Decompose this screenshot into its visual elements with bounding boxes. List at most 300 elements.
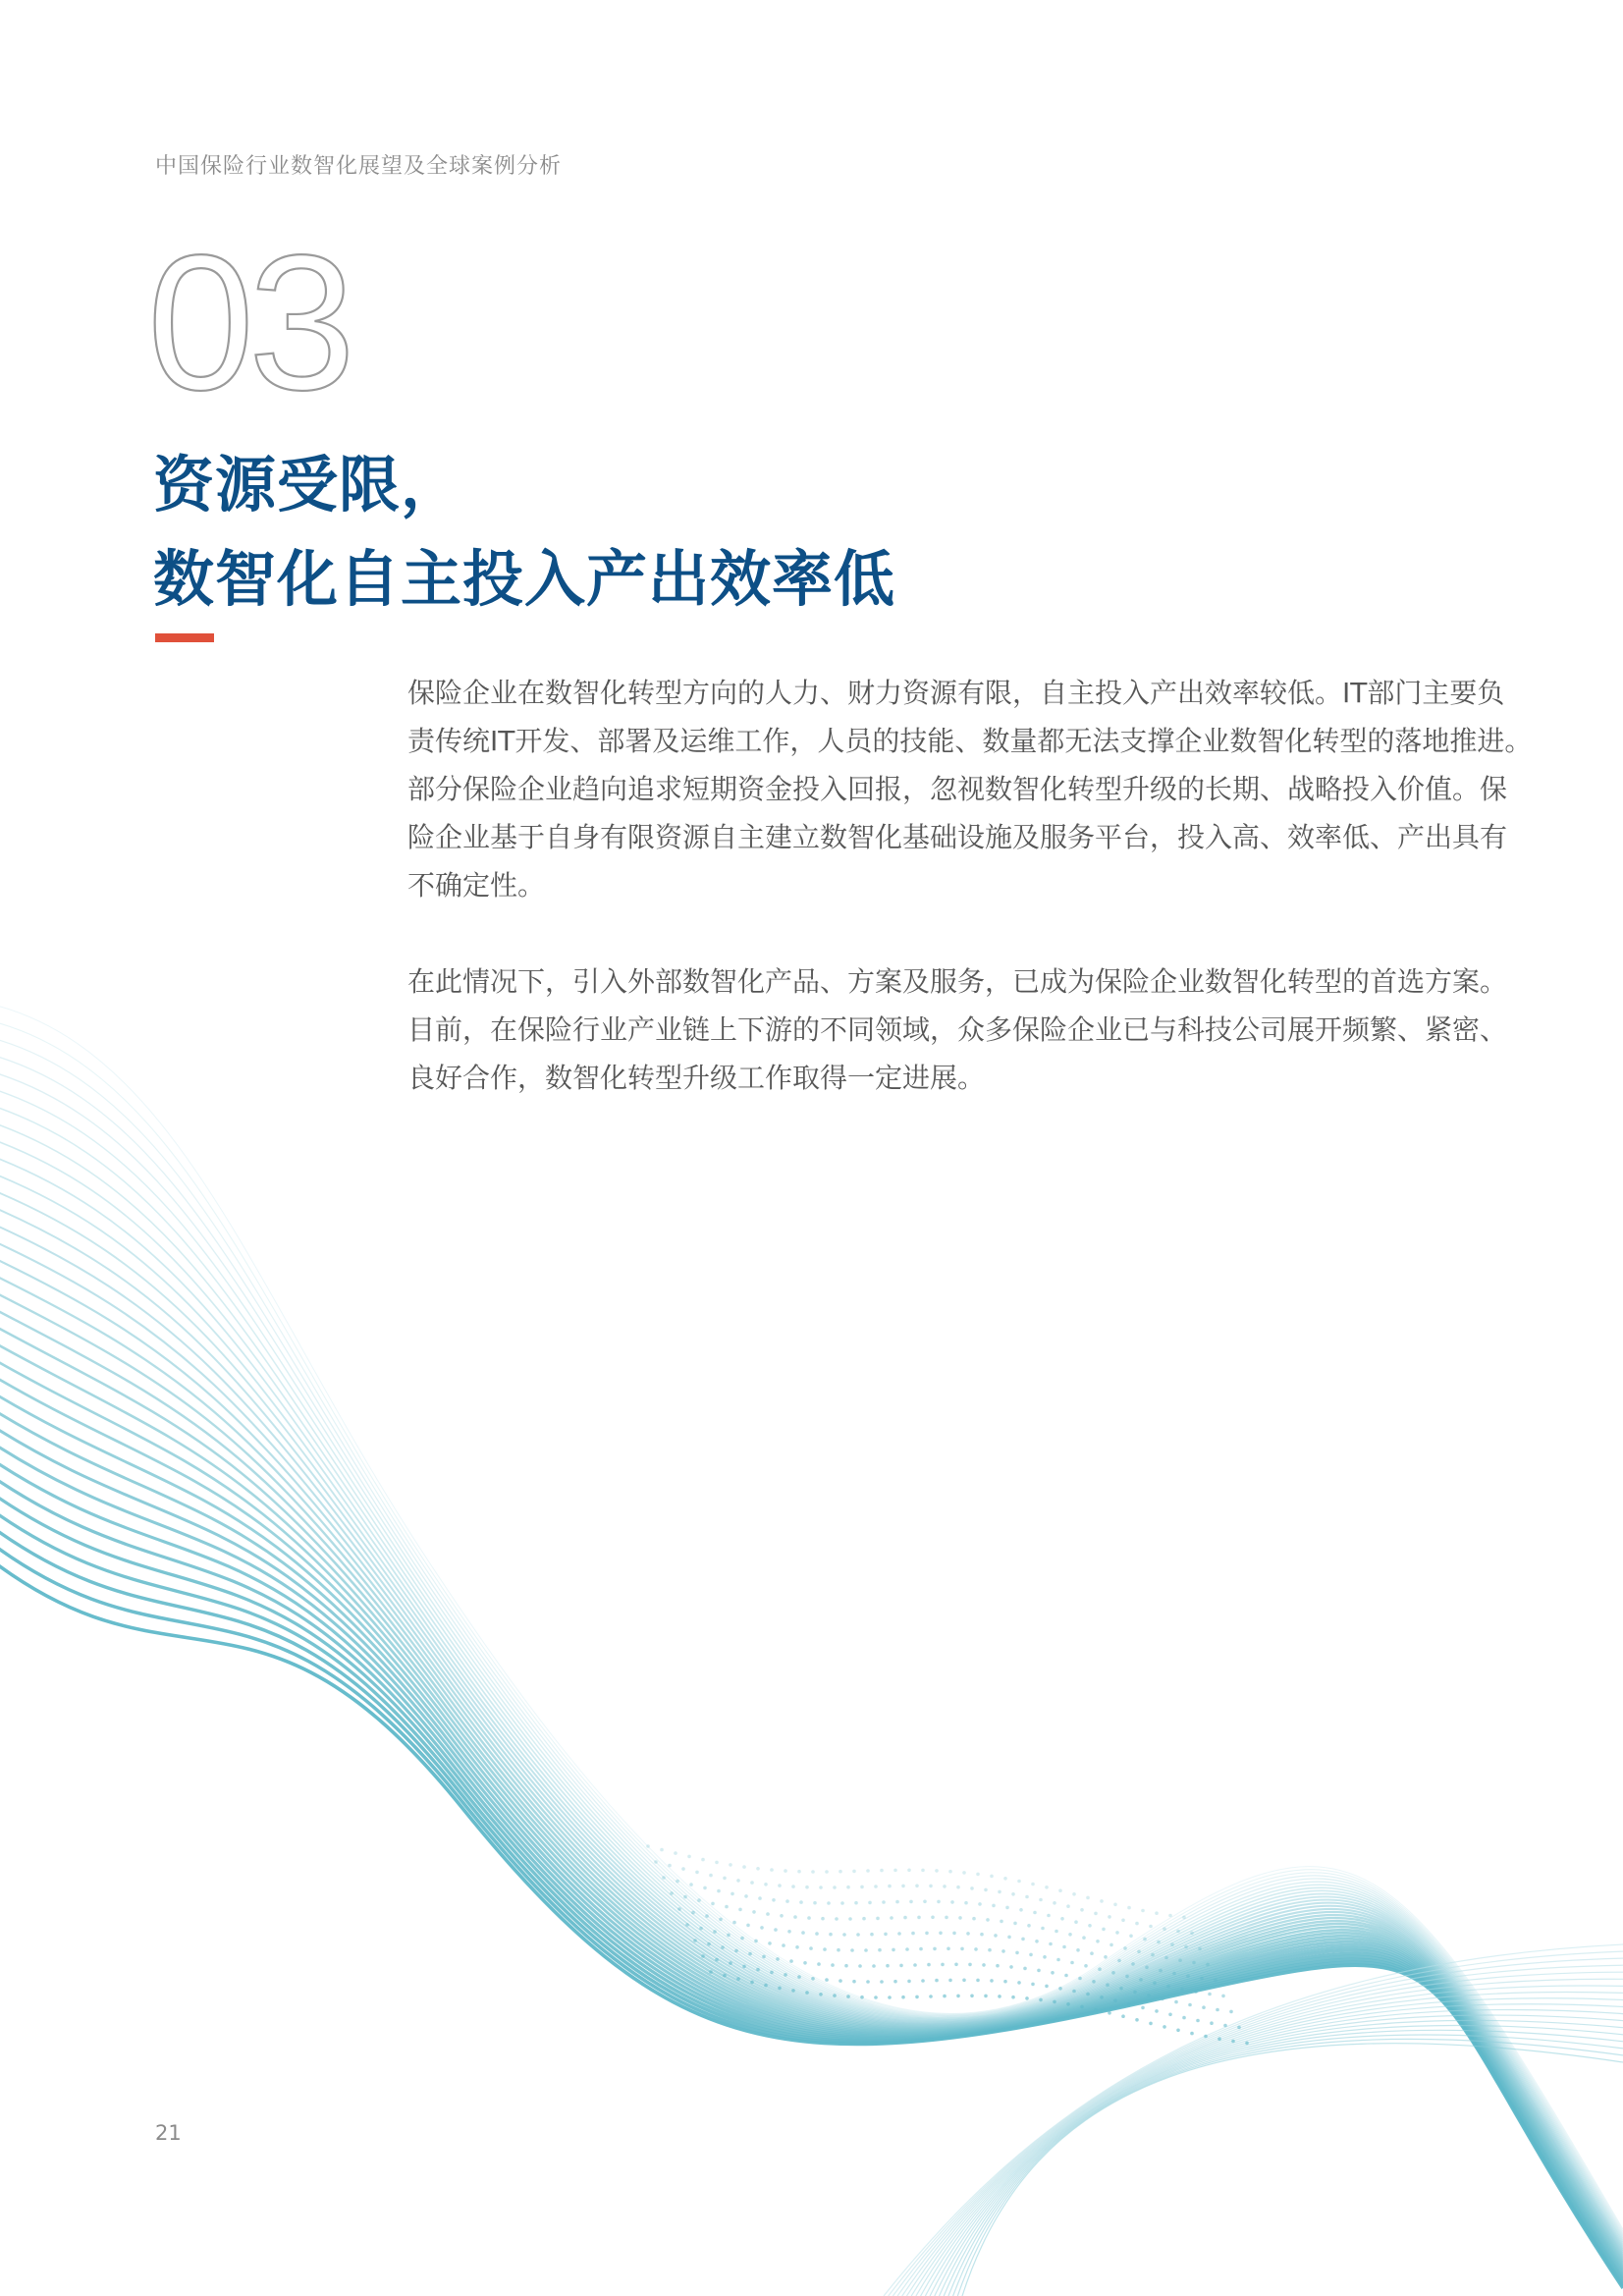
wave-dot xyxy=(935,1869,939,1873)
wave-dot xyxy=(729,1961,732,1965)
wave-dot xyxy=(697,1898,701,1902)
wave-dot xyxy=(1111,1971,1115,1975)
wave-dot xyxy=(1113,1998,1117,2002)
wave-dot xyxy=(929,1885,933,1888)
wave-dot xyxy=(805,1886,809,1889)
wave-dot xyxy=(937,1900,941,1904)
wave-dot xyxy=(1113,1903,1117,1907)
wave-dot xyxy=(1045,1886,1049,1889)
wave-dot xyxy=(1058,1888,1062,1892)
wave-dot xyxy=(893,1869,897,1873)
wave-line xyxy=(0,1302,1623,2262)
wave-dot xyxy=(1009,1965,1013,1969)
wave-dot xyxy=(815,1932,819,1936)
wave-dot xyxy=(1100,1995,1104,1999)
wave-dot xyxy=(1049,1942,1053,1946)
wave-dot xyxy=(852,1980,856,1984)
wave-dot xyxy=(880,1869,884,1873)
wave-dot xyxy=(901,1885,905,1888)
wave-dot xyxy=(874,1995,878,1999)
wave-dot xyxy=(1214,1979,1217,1983)
wave-dot xyxy=(842,1933,846,1937)
wave-dot xyxy=(852,1870,856,1874)
wave-dot xyxy=(964,1901,968,1905)
wave-line xyxy=(0,1518,1623,2284)
wave-dot xyxy=(1168,1914,1172,1918)
wave-dot xyxy=(1174,2000,1178,2004)
wave-dot xyxy=(681,1867,685,1871)
wave-line xyxy=(0,1552,1623,2288)
wave-dot xyxy=(1108,2011,1111,2015)
wave-dot xyxy=(1003,1980,1007,1984)
wave-dot xyxy=(864,1948,868,1952)
wave-dot xyxy=(721,1945,725,1949)
wave-dot xyxy=(1133,1991,1137,1995)
wave-dot xyxy=(941,1963,945,1967)
wave-dot xyxy=(1037,1969,1041,1973)
wave-line xyxy=(0,1202,1623,2251)
wave-dot xyxy=(693,1939,697,1942)
wave-dot xyxy=(862,1917,866,1921)
wave-dot xyxy=(860,1886,864,1889)
wave-dot xyxy=(901,1995,905,1999)
wave-dot xyxy=(897,1932,901,1936)
wave-dot xyxy=(962,1871,966,1875)
body-paragraph-1 xyxy=(407,669,1533,909)
wave-dot xyxy=(1001,1949,1005,1953)
wave-line xyxy=(893,1958,1623,2296)
wave-dot xyxy=(1125,1975,1129,1979)
wave-dot xyxy=(754,1940,758,1943)
wave-dot xyxy=(1172,1972,1176,1976)
wave-dot xyxy=(1027,1924,1031,1928)
wave-dot xyxy=(1066,1904,1070,1908)
wave-dot xyxy=(990,1979,994,1983)
wave-dot xyxy=(752,1910,756,1914)
wave-dot xyxy=(801,1931,805,1935)
wave-dot xyxy=(1060,1917,1064,1921)
wave-line xyxy=(948,2030,1623,2296)
wave-dot xyxy=(793,1915,797,1919)
wave-dot xyxy=(1068,1933,1072,1937)
wave-line xyxy=(0,1018,1623,2231)
wave-dot xyxy=(813,1901,817,1905)
wave-dot xyxy=(978,1902,982,1906)
wave-dot xyxy=(905,1947,909,1951)
wave-dot xyxy=(913,1963,917,1967)
wave-dot xyxy=(1000,1920,1003,1924)
wave-dot xyxy=(1070,1961,1074,1965)
wave-line xyxy=(944,2025,1623,2296)
wave-dot xyxy=(764,1883,768,1886)
wave-dot xyxy=(1047,1914,1051,1918)
wave-dot xyxy=(948,1979,952,1983)
wave-line xyxy=(884,1944,1623,2296)
wave-dot xyxy=(921,1869,925,1873)
wave-line xyxy=(0,1135,1623,2244)
wave-dot xyxy=(1192,1961,1196,1965)
wave-dot xyxy=(948,1870,952,1874)
wave-line xyxy=(0,1535,1623,2286)
wave-dot xyxy=(1145,1966,1149,1970)
wave-dot xyxy=(1094,1912,1098,1916)
wave-dot xyxy=(1157,1941,1161,1944)
wave-dot xyxy=(732,1921,736,1925)
wave-dot xyxy=(776,1957,780,1961)
wave-dot xyxy=(903,1916,907,1920)
wave-dot xyxy=(945,1916,948,1920)
wave-line xyxy=(0,1269,1623,2259)
wave-dot xyxy=(925,1932,929,1936)
wave-dot xyxy=(738,1908,742,1912)
wave-line xyxy=(953,2035,1623,2296)
wave-dot xyxy=(705,1914,709,1918)
wave-dot xyxy=(1021,1938,1025,1941)
wave-dot xyxy=(929,1995,933,1998)
wave-dot xyxy=(766,1912,770,1916)
wave-dot xyxy=(1109,1943,1113,1947)
wave-dot xyxy=(1082,1936,1086,1940)
wave-line xyxy=(930,2010,1623,2296)
wave-dot xyxy=(687,1855,691,1859)
wave-dot xyxy=(1149,2022,1153,2026)
wave-dot xyxy=(1086,1896,1090,1900)
wave-dot xyxy=(676,1880,679,1884)
wave-dot xyxy=(1064,1974,1068,1978)
wave-dot xyxy=(960,1947,964,1951)
wave-dot xyxy=(854,1901,858,1905)
wave-dot xyxy=(1035,1940,1039,1943)
wave-dot xyxy=(683,1895,687,1899)
wave-dot xyxy=(689,1883,693,1886)
wave-dot xyxy=(727,1934,730,1938)
wave-dot xyxy=(742,1965,746,1969)
wave-dot xyxy=(996,1964,1000,1968)
wave-line xyxy=(0,1401,1623,2271)
wave-dot xyxy=(972,1917,976,1921)
wave-dot xyxy=(646,1844,650,1848)
wave-dot xyxy=(823,1947,827,1951)
wave-dot xyxy=(1147,1994,1151,1997)
wave-dot xyxy=(966,1932,970,1936)
wave-dot xyxy=(1131,1962,1135,1966)
wave-dot xyxy=(715,1861,719,1865)
wave-dot xyxy=(699,1927,703,1931)
wave-dot xyxy=(1237,2026,1241,2030)
wave-dot xyxy=(1072,1990,1076,1994)
wave-dot xyxy=(958,1916,962,1920)
wave-dot xyxy=(750,1881,754,1885)
wave-dot xyxy=(1121,2014,1125,2018)
wave-dot xyxy=(952,1932,956,1936)
wave-dot xyxy=(907,1869,911,1873)
wave-dot xyxy=(797,1870,801,1874)
wave-line xyxy=(0,1502,1623,2282)
wave-dot xyxy=(736,1879,740,1883)
wave-dot xyxy=(756,1968,760,1972)
wave-dot xyxy=(811,1870,815,1874)
wave-line xyxy=(0,1351,1623,2267)
wave-dot xyxy=(670,1891,674,1895)
wave-dot xyxy=(888,1885,892,1888)
wave-dot xyxy=(821,1917,825,1921)
wave-dot xyxy=(893,1980,897,1984)
wave-dot xyxy=(907,1980,911,1984)
wave-dot xyxy=(1164,1956,1168,1960)
paragraph-line: 部分保险企业趋向追求短期资金投入回报，忽视数智化转型升级的长期、战略投入价值。保 xyxy=(407,773,1508,805)
wave-dot xyxy=(890,1916,893,1920)
wave-dot xyxy=(789,1959,793,1963)
wave-dot xyxy=(846,1995,850,1998)
wave-dot xyxy=(1143,1938,1147,1941)
wave-dot xyxy=(974,1947,978,1951)
wave-dot xyxy=(791,1885,795,1888)
wave-dot xyxy=(982,1963,986,1967)
wave-dot xyxy=(921,1979,925,1983)
wave-dot xyxy=(1198,1947,1202,1951)
wave-dot xyxy=(785,1899,789,1903)
wave-dot xyxy=(827,1901,831,1905)
wave-dot xyxy=(884,1933,888,1937)
wave-line xyxy=(889,1951,1623,2296)
wave-line xyxy=(916,1992,1623,2296)
wave-dot xyxy=(729,1863,732,1867)
wave-dot xyxy=(992,1904,996,1908)
wave-line xyxy=(907,1979,1623,2296)
wave-dot xyxy=(734,1949,738,1953)
wave-dot xyxy=(709,1970,713,1974)
wave-dot xyxy=(685,1923,689,1927)
wave-dot xyxy=(780,1914,784,1918)
paragraph-line: 良好合作，数智化转型升级工作取得一定进展。 xyxy=(407,1062,986,1094)
wave-dot xyxy=(1206,1963,1210,1967)
wave-dot xyxy=(939,1932,943,1936)
wave-dot xyxy=(807,1916,811,1920)
wave-line xyxy=(0,1285,1623,2260)
wave-dot xyxy=(782,1943,785,1947)
wave-dot xyxy=(707,1942,711,1946)
paragraph-line: 在此情况下，引入外部数智化产品、方案及服务，已成为保险企业数智化转型的首选方案。 xyxy=(407,965,1508,998)
wave-dot xyxy=(1149,1925,1153,1929)
wave-dot xyxy=(1051,1971,1055,1975)
wave-dot xyxy=(825,1978,829,1982)
wave-line xyxy=(0,1235,1623,2255)
wave-dot xyxy=(762,1955,766,1959)
wave-line xyxy=(0,1185,1623,2249)
wave-dot xyxy=(984,1995,988,1998)
wave-dot xyxy=(1025,1895,1029,1899)
wave-dot xyxy=(703,1886,707,1890)
wave-dot xyxy=(1062,1945,1066,1949)
wave-dot xyxy=(1210,2021,1214,2025)
running-header: 中国保险行业数智化展望及全球案例分析 xyxy=(155,154,563,179)
wave-dot xyxy=(1231,2040,1235,2044)
wave-dot xyxy=(750,1981,754,1985)
wave-dot xyxy=(1180,1988,1184,1992)
wave-dot xyxy=(933,1947,937,1951)
wave-dot xyxy=(772,1898,776,1902)
wave-dot xyxy=(811,1977,815,1981)
wave-line xyxy=(0,1152,1623,2246)
wave-dot xyxy=(1031,1883,1035,1886)
wave-line xyxy=(0,1219,1623,2253)
wave-dot xyxy=(1202,2005,1206,2009)
wave-dot xyxy=(723,1974,727,1978)
wave-dot xyxy=(1190,2032,1194,2036)
wave-line xyxy=(0,1252,1623,2257)
wave-dot xyxy=(1216,2008,1219,2012)
wave-dot xyxy=(848,1917,852,1921)
wave-dot xyxy=(1153,1982,1157,1986)
wave-dot xyxy=(833,1886,837,1889)
wave-dot xyxy=(1078,1977,1082,1981)
wave-dot xyxy=(1003,1877,1007,1881)
wave-dot xyxy=(1019,1908,1023,1912)
wave-dot xyxy=(1182,1916,1186,1920)
wave-dot xyxy=(784,1869,787,1873)
wave-dot xyxy=(1115,1931,1119,1935)
wave-dot xyxy=(870,1933,874,1937)
wave-dot xyxy=(1200,1977,1204,1981)
wave-dot xyxy=(1015,1951,1019,1955)
wave-dot xyxy=(791,1989,795,1993)
wave-dot xyxy=(819,1886,823,1889)
wave-line xyxy=(0,1119,1623,2242)
wave-dot xyxy=(1055,1930,1058,1934)
wave-dot xyxy=(1159,1969,1163,1973)
body-paragraph-2 xyxy=(407,957,1508,1102)
wave-dot xyxy=(1031,1983,1035,1987)
chapter-title-line-2: 数智化自主投入产出效率低 xyxy=(153,543,896,615)
wave-line xyxy=(925,2004,1623,2296)
wave-dot xyxy=(662,1876,666,1880)
wave-dot xyxy=(695,1871,699,1875)
wave-dot xyxy=(839,1870,842,1874)
wave-dot xyxy=(917,1916,921,1920)
wave-dot xyxy=(1204,2035,1208,2039)
wave-dot xyxy=(1170,1942,1174,1946)
wave-dot xyxy=(962,1979,966,1983)
wave-dot xyxy=(740,1937,744,1941)
wave-dot xyxy=(1186,1974,1190,1978)
wave-dot xyxy=(660,1848,664,1852)
wave-dot xyxy=(866,1980,870,1984)
wave-dot xyxy=(744,1894,748,1898)
wave-dot xyxy=(970,1886,974,1890)
wave-dot xyxy=(760,1926,764,1930)
wave-dot xyxy=(956,1886,960,1889)
wave-dot xyxy=(799,1900,803,1904)
wave-dot xyxy=(1072,1892,1076,1896)
wave-dot xyxy=(746,1924,750,1928)
wave-dot xyxy=(770,1868,774,1872)
wave-dot xyxy=(819,1993,823,1996)
wave-dot xyxy=(984,1888,988,1892)
chapter-title-line-1: 资源受限， xyxy=(153,449,463,520)
wave-dot xyxy=(840,1901,844,1905)
wave-dot xyxy=(837,1948,840,1952)
wave-line xyxy=(902,1972,1623,2296)
wave-dot xyxy=(990,1875,994,1879)
wave-dot xyxy=(1182,2016,1186,2020)
wave-dot xyxy=(909,1900,913,1904)
wave-dot xyxy=(1017,1880,1021,1884)
wave-dot xyxy=(833,1994,837,1997)
wave-dot xyxy=(1151,1953,1155,1957)
wave-dot xyxy=(817,1962,821,1966)
wave-dot xyxy=(1119,1987,1123,1991)
wave-line xyxy=(0,1002,1623,2229)
wave-dot xyxy=(1155,1911,1159,1915)
wave-dot xyxy=(919,1947,923,1951)
wave-dot xyxy=(1106,1983,1109,1987)
wave-dot xyxy=(756,1867,760,1871)
wave-dot xyxy=(956,1995,960,1998)
wave-dot xyxy=(998,1995,1001,1998)
wave-dot xyxy=(868,1901,872,1905)
wave-dot xyxy=(1039,1898,1043,1902)
wave-dot xyxy=(1229,2010,1233,2014)
wave-line xyxy=(962,2044,1623,2296)
wave-dot xyxy=(846,1886,850,1889)
wave-dot xyxy=(1163,1927,1166,1931)
wave-dot xyxy=(1245,2042,1249,2046)
wave-line xyxy=(940,2020,1623,2296)
wave-dot xyxy=(950,1900,954,1904)
wave-dot xyxy=(1023,1967,1027,1971)
wave-dot xyxy=(1102,1928,1106,1932)
wave-dot xyxy=(831,1963,835,1967)
wave-dot xyxy=(1013,1922,1017,1926)
wave-dot xyxy=(764,1984,768,1988)
wave-dot xyxy=(1163,2025,1166,2029)
wave-dot xyxy=(874,1885,878,1888)
wave-dot xyxy=(1129,1935,1133,1939)
wave-dot xyxy=(968,1963,972,1967)
wave-dot xyxy=(1084,1964,1088,1968)
wave-dot xyxy=(1029,1953,1033,1957)
wave-dot xyxy=(668,1864,672,1868)
paragraph-line: 不确定性。 xyxy=(407,869,546,902)
wave-dot xyxy=(723,1877,727,1881)
wave-dot xyxy=(701,1858,705,1862)
wave-dot xyxy=(1161,1997,1164,2001)
wave-line xyxy=(0,1035,1623,2233)
wave-dot xyxy=(713,1930,717,1934)
wave-dot xyxy=(1208,1993,1212,1996)
wave-dot xyxy=(998,1890,1001,1894)
wave-dot xyxy=(1041,1927,1045,1931)
wave-dot xyxy=(1223,2024,1227,2028)
wave-dot xyxy=(797,1975,801,1979)
wave-dot xyxy=(1196,2019,1200,2023)
wave-dot xyxy=(1039,1998,1043,2002)
wave-dot xyxy=(835,1917,839,1921)
wave-dot xyxy=(844,1964,848,1968)
wave-dot xyxy=(872,1964,876,1968)
wave-dot xyxy=(770,1971,774,1975)
wave-dot xyxy=(1168,2013,1172,2017)
wave-dot xyxy=(935,1979,939,1983)
chapter-number-text: 03 xyxy=(147,234,351,401)
wave-dot xyxy=(1100,1899,1104,1903)
wave-line xyxy=(0,1318,1623,2263)
wave-line xyxy=(0,1435,1623,2275)
wave-line xyxy=(0,1068,1623,2236)
wave-dot xyxy=(1141,2006,1145,2010)
wave-dot xyxy=(1121,1919,1125,1923)
wave-line xyxy=(0,1085,1623,2238)
